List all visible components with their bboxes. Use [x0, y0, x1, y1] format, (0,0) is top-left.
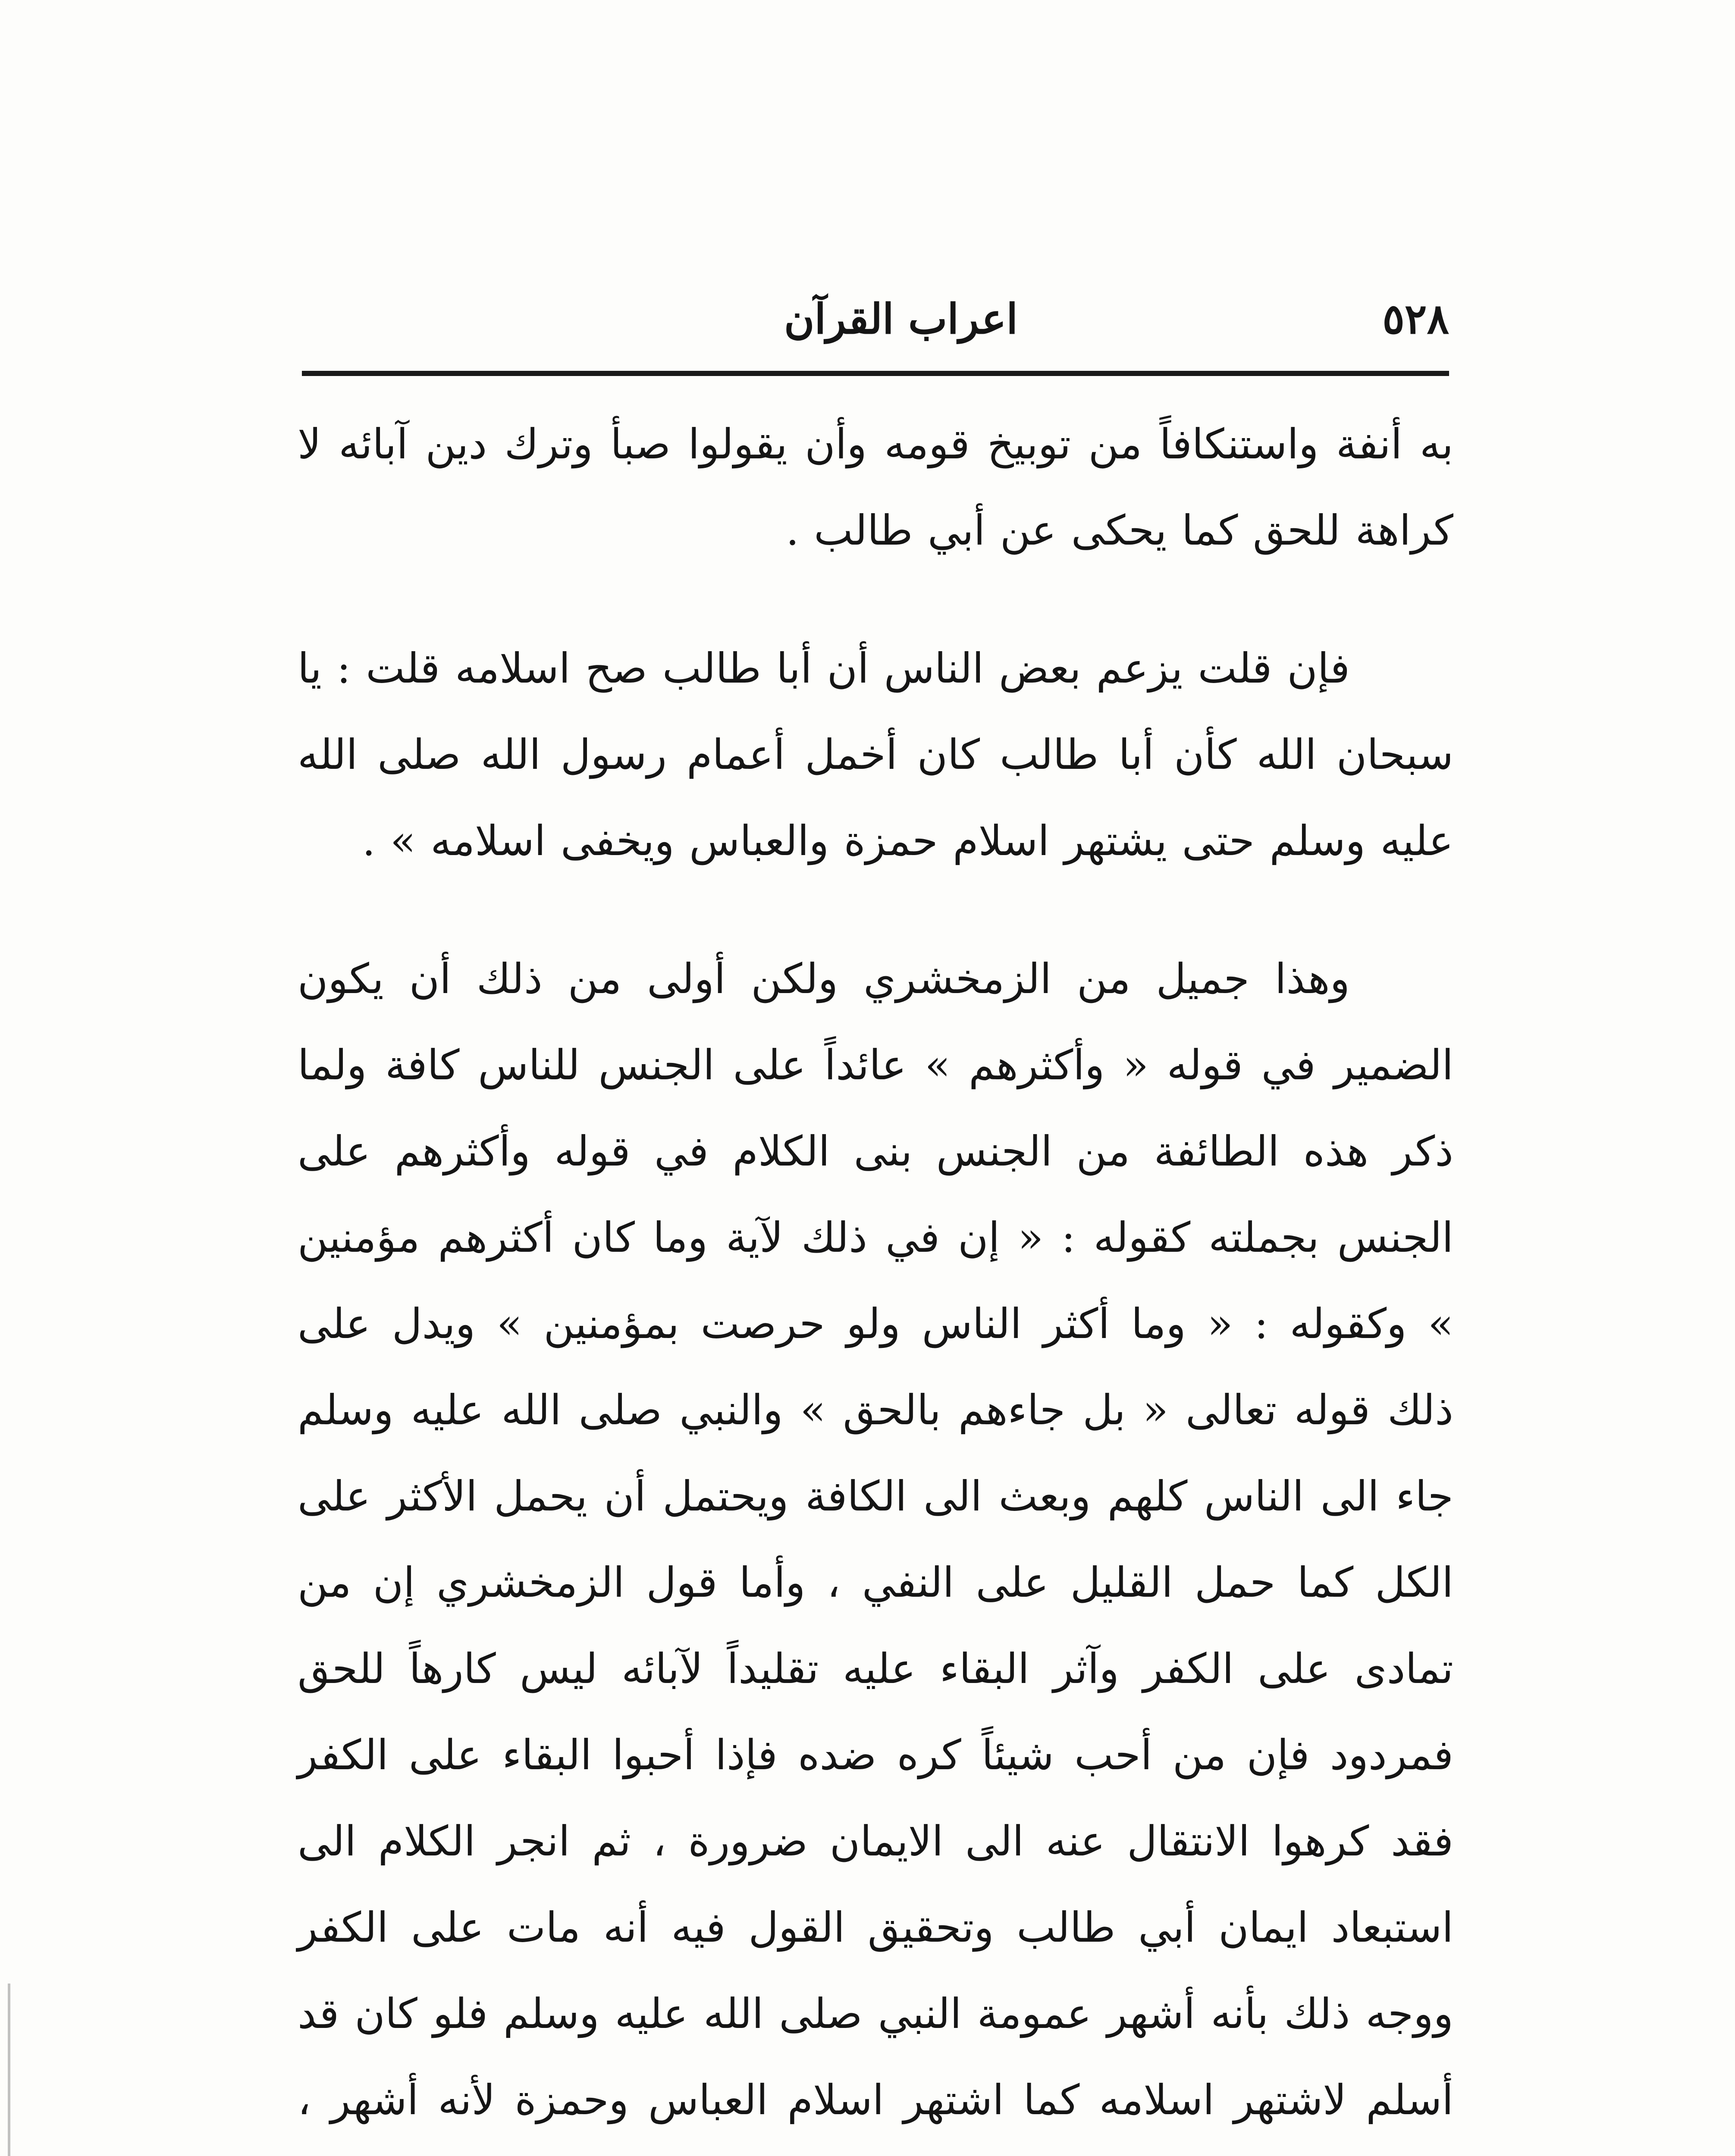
body-text — [298, 401, 1453, 2156]
page-number: ٥٢٨ — [1382, 295, 1449, 343]
paragraph-1: به أنفة واستنكافاً من توبيخ قومه وأن يقولوا صبأ وترك دين آبائه لا كراهة للحق كما يحكى عن أبي طالب . — [298, 420, 1454, 555]
scan-margin-line — [8, 1984, 10, 2156]
paragraph-3: وهذا جميل من الزمخشري ولكن أولى من ذلك أن يكون الضمير في قوله « وأكثرهم » عائداً على الجنس للناس كافة ولما ذكر هذه الطائفة من الجنس بنى الكلام في قوله وأكثرهم على الجنس بجملته كقوله : « إن في ذلك لآية وما كان أكثرهم مؤمنين » وكقوله : « وما أكثر الناس ولو حرصت بمؤمنين » ويدل على ذلك قوله تعالى « بل جاءهم بالحق » والنبي صلى الله عليه وسلم جاء الى الناس كلهم وبعث الى الكافة ويحتمل أن يحمل الأكثر على الكل كما حمل القليل على النفي ، وأما قول الزمخشري إن من تمادى على الكفر وآثر البقاء عليه تقليداً لآبائه ليس كارهاً للحق فمردود فإن من أحب شيئاً كره ضده فإذا أحبوا البقاء على الكفر فقد كرهوا الانتقال عنه الى الايمان ضرورة ، ثم انجر الكلام الى استبعاد ايمان أبي طالب وتحقيق القول فيه أنه مات على الكفر ووجه ذلك بأنه أشهر عمومة النبي صلى الله عليه وسلم فلو كان قد أسلم لاشتهر اسلامه كما اشتهر اسلام العباس وحمزة لأنه أشهر ، — [298, 955, 1454, 2124]
running-title: اعراب القرآن — [784, 295, 1018, 343]
header-rule — [302, 371, 1449, 376]
page-header — [302, 280, 1449, 367]
paragraph-2: فإن قلت يزعم بعض الناس أن أبا طالب صح اسلامه قلت : يا سبحان الله كأن أبا طالب كان أخمل أعمام رسول الله صلى الله عليه وسلم حتى يشتهر اسلام حمزة والعباس ويخفى اسلامه » . — [298, 644, 1454, 865]
